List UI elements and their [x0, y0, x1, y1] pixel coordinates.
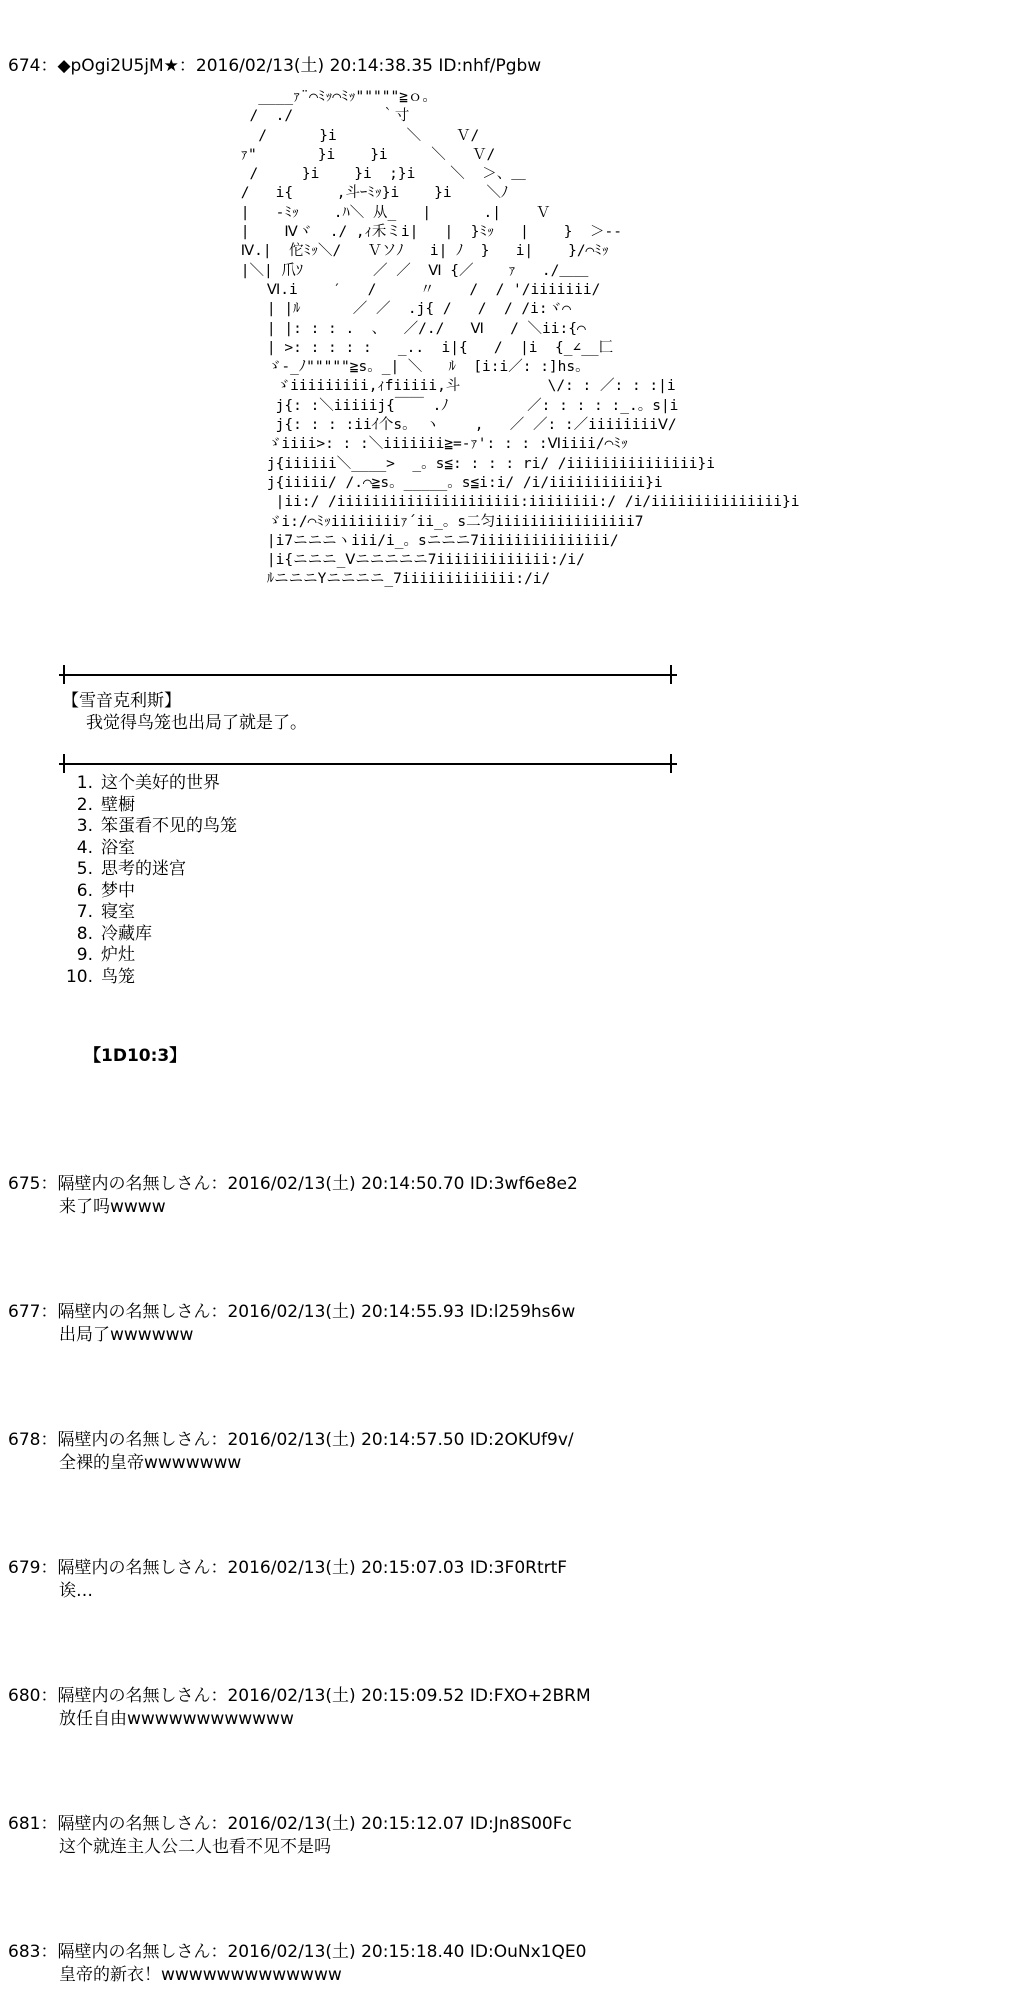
divider-bottom-cross-right — [670, 754, 672, 773]
choice-item: 4. 浴室 — [76, 837, 135, 858]
post-header-679: 679：隔壁内の名無しさん：2016/02/13(土) 20:15:07.03 ID:3F0RtrtF — [8, 1558, 568, 1578]
post-body-681: 这个就连主人公二人也看不见不是吗 — [59, 1837, 331, 1857]
choice-item: 8. 冷藏库 — [76, 923, 152, 944]
divider-top-cross-left — [63, 665, 65, 684]
post-header-678: 678：隔壁内の名無しさん：2016/02/13(土) 20:14:57.50 ID:2OKUf9v/ — [8, 1430, 574, 1450]
choice-item: 9. 炉灶 — [76, 945, 135, 965]
divider-top — [59, 674, 677, 676]
post-body-679: 诶… — [59, 1581, 93, 1601]
choice-list — [59, 773, 237, 988]
choice-item: 7. 寝室 — [76, 902, 135, 922]
choice-item: 1. 这个美好的世界 — [76, 773, 220, 793]
dice-result: 【1D10:3】 — [84, 1046, 187, 1066]
post-header-680: 680：隔壁内の名無しさん：2016/02/13(土) 20:15:09.52 ID:FXO+2BRM — [8, 1686, 591, 1706]
post-header-677: 677：隔壁内の名無しさん：2016/02/13(土) 20:14:55.93 ID:l259hs6w — [8, 1302, 576, 1322]
post-header-683: 683：隔壁内の名無しさん：2016/02/13(土) 20:15:18.40 ID:OuNx1QE0 — [8, 1942, 587, 1962]
post-body-675: 来了吗wwww — [59, 1197, 166, 1217]
choice-item: 5. 思考的迷宫 — [76, 859, 186, 879]
post-body-677: 出局了wwwwww — [59, 1325, 194, 1345]
ascii-art-illustration: ____ｧ¨⌒ﾐｯ⌒ﾐｯ"""""≧ｏ。 / ./ ｀寸 / }i ＼ Ｖ/ ｧ" }i }i ＼ Ｖ/ / }i }i ;}i ＼ ＞、＿ / i{ ,斗ｰﾐｯ}i }i ＼ﾉ | -ﾐｯ .ﾊ＼ 从_ | .| Ｖ | Ⅳヾ ./ ,ｨ禾ミi| | }ﾐｯ | } ＞‐- Ⅳ.| 佗ﾐｯ＼/ Ｖソﾉ i| ﾉ } i| }/⌒ﾐｯ |＼| 爪ｿ ／ ／ Ⅵ {／ ｧ ./＿＿ Ⅵ.i ′ / 〃 / / '/iiiiiii/ | |ﾙ ／ ／ .j{ / / / /i:ヾ⌒ | |: : : . 、 ／/./ Ⅵ / ＼ii:{⌒ | >: : : : : _.. i|{ / |i {_∠__匚 ゞ-_ﾉ"""""≧s。_| ＼ ﾙ [i:i／: :]hs。 ゞiiiiiiiii,ｨfiiiii,斗 \/: : ／: : :|i j{: :＼iiiiij{￣￣ .ﾉ ／: : : : :_.。s|i j{: : : :iiｲ个s。 ヽ , ／ ／: :／iiiiiiiiⅤ/ ゞiiii>: : :＼iiiiiii≧=-ｧ': : : :Ⅵiiii/⌒ﾐｯ j{iiiiii＼____> _。s≦: : : : ri/ /iiiiiiiiiiiiiii}i j{iiiii/ /.⌒≧s。_____。s≦i:i/ /i/iiiiiiiiiii}i |ii:/ /iiiiiiiiiiiiiiiiiiiii:iiiiiiii:/ /i/iiiiiiiiiiiiiii}i ゞi:/⌒ﾐｯiiiiiiiiｧ´ii_。s二匀iiiiiiiiiiiiiiii7 |i7ニニニヽiii/i_。sニニニ7iiiiiiiiiiiiiii/ |i{ニニニ_Ⅴニニニニニ7iiiiiiiiiiiii:/i/ ﾙニニニYニニニニ_7iiiiiiiiiiiii:/i/ — [240, 89, 800, 588]
speaker-name: 【雪音克利斯】 — [62, 691, 181, 711]
speech-text: 我觉得鸟笼也出局了就是了。 — [86, 713, 307, 733]
post-body-678: 全裸的皇帝wwwwwww — [59, 1453, 242, 1473]
post-header-681: 681：隔壁内の名無しさん：2016/02/13(土) 20:15:12.07 ID:Jn8S00Fc — [8, 1814, 572, 1834]
choice-item: 10. 鸟笼 — [65, 966, 135, 987]
choice-item: 6. 梦中 — [76, 880, 135, 901]
divider-bottom — [59, 763, 677, 765]
choice-item: 3. 笨蛋看不见的鸟笼 — [76, 816, 237, 836]
choice-item: 2. 壁橱 — [76, 794, 135, 815]
post-header-674: 674：◆pOgi2U5jM★：2016/02/13(土) 20:14:38.35 ID:nhf/Pgbw — [8, 56, 542, 76]
post-body-683: 皇帝的新衣！wwwwwwwwwwwww — [59, 1965, 342, 1985]
divider-top-cross-right — [670, 665, 672, 684]
post-header-675: 675：隔壁内の名無しさん：2016/02/13(土) 20:14:50.70 ID:3wf6e8e2 — [8, 1174, 578, 1194]
divider-bottom-cross-left — [63, 754, 65, 773]
post-body-680: 放任自由wwwwwwwwwwww — [59, 1709, 294, 1729]
